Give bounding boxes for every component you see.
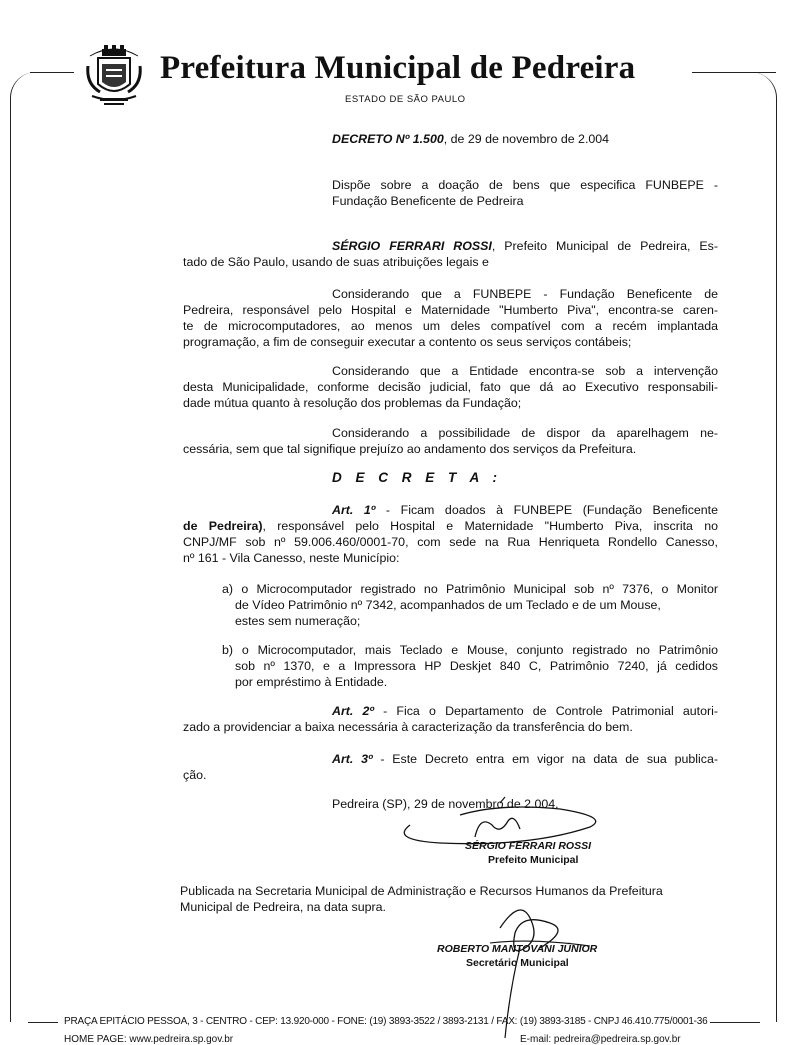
signer-2-name: ROBERTO MANTOVANI JÚNIOR [437,943,598,955]
footer-homepage: HOME PAGE: www.pedreira.sp.gov.br [64,1034,234,1045]
footer-email: E-mail: pedreira@pedreira.sp.gov.br [520,1034,681,1045]
article-1-label: Art. 1º [332,503,376,517]
preamble-text: , Prefeito Municipal de Pedreira, Es- [491,239,718,253]
decree-heading [332,131,609,147]
footer-address: PRAÇA EPITÁCIO PESSOA, 3 - CENTRO - CEP: 13.920-000 - FONE: (19) 3893-3522 / 3893-2131 / FAX: (19) 3893-3185 - CNPJ 46.410.775/0001-36 [64,1016,708,1027]
article-1 [183,502,718,566]
article-1-text: , responsável pelo Hospital e Maternidade "Humberto Piva, inscrita no [262,519,719,533]
item-a [222,581,718,629]
item-line: estes sem numeração; [235,614,361,628]
paragraph-line: Considerando a possibilidade de dispor da aparelhagem ne- [332,426,718,440]
paragraph-line: dade mútua quanto à resolução dos problemas da Fundação; [183,396,522,410]
article-2 [183,703,718,735]
decree-number: DECRETO Nº 1.500 [332,132,444,146]
header-rule-right [692,72,776,73]
article-2-label: Art. 2º [332,704,374,718]
article-3-label: Art. 3º [332,752,373,766]
signer-2-role: Secretário Municipal [466,957,569,969]
decree-date: , de 29 de novembro de 2.004 [443,132,610,146]
footer-rule-left [28,1022,58,1023]
article-1-line: nº 161 - Vila Canesso, neste Município: [183,551,400,565]
preamble-line: tado de São Paulo, usando de suas atribuições legais e [183,255,489,269]
header-state: ESTADO DE SÃO PAULO [345,94,466,105]
considerando-3 [183,425,718,457]
item-line: de Vídeo Patrimônio nº 7342, acompanhados de um Teclado e de um Mouse, [235,598,661,612]
ementa-line: Dispõe sobre a doação de bens que especifica FUNBEPE - [332,178,718,192]
header-rule-left [30,72,74,73]
article-1-line: CNPJ/MF sob nº 59.006.460/0001-70, com sede na Rua Henriqueta Rondello Canesso, [183,535,718,549]
paragraph-line: desta Municipalidade, conforme decisão judicial, fato que dá ao Executivo responsabili- [183,380,718,394]
article-3-line: ção. [183,768,207,782]
item-line: a) o Microcomputador registrado no Patrimônio Municipal sob nº 7376, o Monitor [222,582,718,596]
considerando-2 [183,363,718,411]
municipal-crest-icon [80,40,148,112]
preamble [183,238,718,270]
article-1-entity: de Pedreira) [183,519,263,533]
item-b [222,642,718,690]
paragraph-line: programação, a fim de conseguir executar a contento os seus serviços contábeis; [183,335,632,349]
publication-line: Publicada na Secretaria Municipal de Administração e Recursos Humanos da Prefeitura [180,884,663,898]
signer-1-name: SÉRGIO FERRARI ROSSI [465,840,592,852]
ementa-line: Fundação Beneficente de Pedreira [332,194,524,208]
article-2-line: zado a providenciar a baixa necessária à caracterização da transferência do bem. [183,720,633,734]
article-1-text: - Ficam doados à FUNBEPE (Fundação Beneficente [375,503,718,517]
place-date: Pedreira (SP), 29 de novembro de 2.004. [332,797,559,811]
item-line: sob nº 1370, e a Impressora HP Deskjet 840 C, Patrimônio 7240, já cedidos [235,659,718,673]
signer-1-role: Prefeito Municipal [488,854,579,866]
paragraph-line: cessária, sem que tal signifique prejuízo ao andamento dos serviços da Prefeitura. [183,442,637,456]
item-line: por empréstimo à Entidade. [235,675,388,689]
paragraph-line: Considerando que a Entidade encontra-se sob a intervenção [332,364,718,378]
publication-line: Municipal de Pedreira, na data supra. [180,900,386,914]
decree-ementa [332,177,718,209]
page-title: Prefeitura Municipal de Pedreira [160,50,636,86]
footer-rule-right [710,1022,760,1023]
article-2-text: - Fica o Departamento de Controle Patrimonial autori- [373,704,718,718]
article-3-text: - Este Decreto entra em vigor na data de sua publica- [372,752,718,766]
article-3 [183,751,718,783]
paragraph-line: Considerando que a FUNBEPE - Fundação Beneficente de [332,287,718,301]
item-line: b) o Microcomputador, mais Teclado e Mouse, conjunto registrado no Patrimônio [222,643,718,657]
considerando-1 [183,286,718,350]
paragraph-line: te de microcomputadores, ao menos um deles compatível com a recém implantada [183,319,718,333]
paragraph-line: Pedreira, responsável pelo Hospital e Maternidade "Humberto Piva", encontra-se caren- [183,303,718,317]
mayor-name: SÉRGIO FERRARI ROSSI [332,239,492,253]
decreta-heading: D E C R E T A : [332,470,503,485]
